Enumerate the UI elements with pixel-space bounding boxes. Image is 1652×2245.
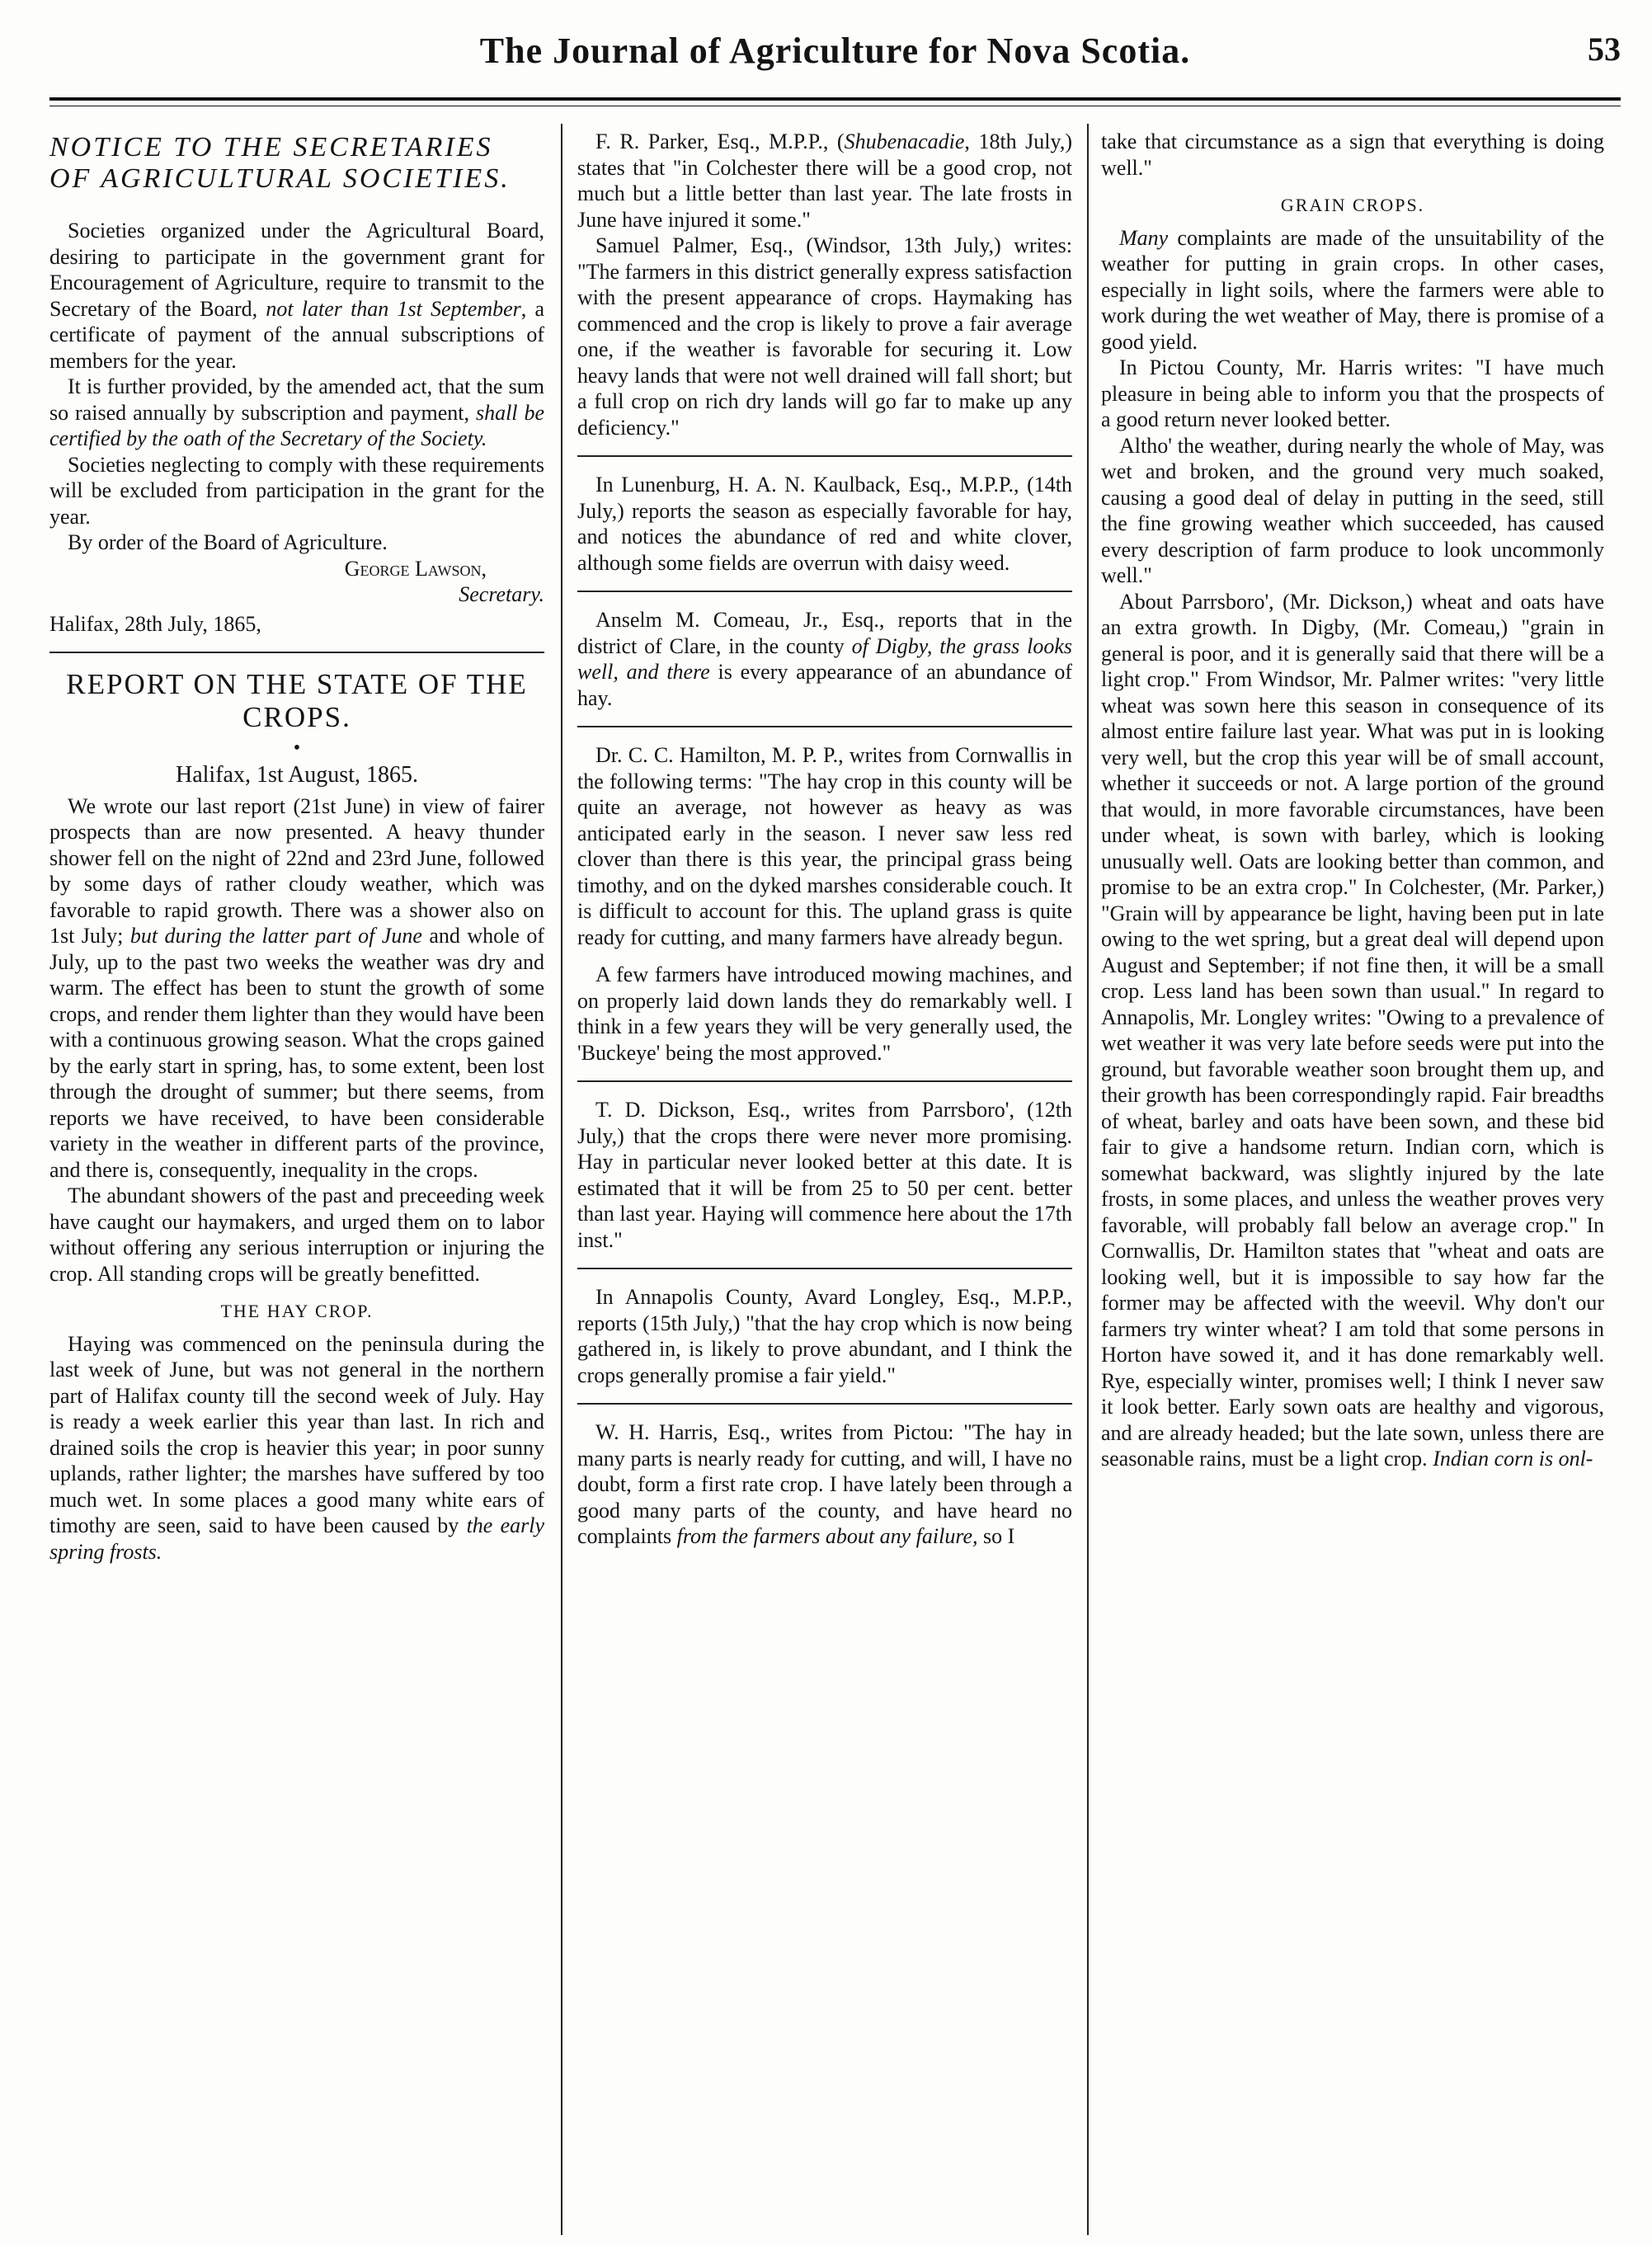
report-paragraph-1: We wrote our last report (21st June) in view of fairer prospects than are now presented. A heavy thunder shower fell on the night of 22nd and 23rd June, followed by some days of rather cloudy weather, which was favorable to rapid growth. There was a shower also on 1st July; but during the latter part of June and whole of July, up to the past two weeks the weather was dry and warm. The effect has been to stunt the growth of some crops, and render them lighter than they would have been with a continuous growing season. What the crops gained by the early start in spring, has, to some extent, been lost through the drought of summer; but there seems, from reports we have received, to have been considerable variety in the weather in different parts of the province, and there is, consequently, inequality in the crops. <box>49 793 544 1182</box>
notice-paragraph-3: Societies neglecting to comply with these requirements will be excluded from participation in the grant for the year. <box>49 452 544 529</box>
signer-name: George Lawson, <box>344 556 487 581</box>
grain-crops-heading: GRAIN CROPS. <box>1280 195 1425 215</box>
column-3 <box>1101 129 1604 2228</box>
running-head <box>49 23 1621 81</box>
harris-paragraph: W. H. Harris, Esq., writes from Pictou: "The hay in many parts is nearly ready for cutting, and will, I have no doubt, form a first rate crop. I have lately been through a good many parts of the county, and have heard no complaints from the farmers about any failure, so I <box>577 1420 1072 1548</box>
parker-paragraph: F. R. Parker, Esq., M.P.P., (Shubenacadie, 18th July,) states that "in Colchester there will be a good crop, not much but a little better than last year. The late frosts in June have injured it some." <box>577 129 1072 232</box>
palmer-paragraph: Samuel Palmer, Esq., (Windsor, 13th July,) writes: "The farmers in this district generally express satisfaction with the present appearance of crops. Haymaking has commenced and the crop is likely to prove a fair average one, if the weather is favorable for securing it. Low heavy lands that were not well drained will fall short; but a full crop on rich dry lands will go far to make up any deficiency." <box>577 233 1072 440</box>
report-dateline: Halifax, 1st August, 1865. <box>176 762 418 788</box>
report-paragraph-2: The abundant showers of the past and preceeding week have caught our haymakers, and urged them on to labor without offering any serious interruption or injuring the crop. All standing crops will be greatly benefitted. <box>49 1184 544 1286</box>
spacer <box>577 950 1072 962</box>
hay-crop-heading: THE HAY CROP. <box>220 1301 374 1321</box>
notice-paragraph-4: By order of the Board of Agriculture. <box>68 530 388 554</box>
notice-paragraph-2: It is further provided, by the amended act, that the sum so raised annually by subscription and payment, shall be certified by the oath of the Secretary of the Society. <box>49 374 544 450</box>
report-heading: REPORT ON THE STATE OF THE CROPS. <box>66 668 528 733</box>
grain-paragraph-2: In Pictou County, Mr. Harris writes: "I have much pleasure in being able to inform you that the prospects of a good return never looked better. <box>1101 355 1604 431</box>
notice-paragraph-1: Societies organized under the Agricultural Board, desiring to participate in the government grant for Encouragement of Agriculture, require to transmit to the Secretary of the Board, not later than 1st September, a certificate of payment of the annual subscriptions of members for the year. <box>49 219 544 373</box>
section-divider <box>49 652 544 653</box>
grain-paragraph-1: Many complaints are made of the unsuitability of the weather for putting in grain crops. In other cases, especially in light soils, where the farmers were able to work during the wet weather of May, there is promise of a good yield. <box>1101 225 1604 354</box>
column2-divider-2 <box>577 591 1072 592</box>
grain-paragraph-4: About Parrsboro', (Mr. Dickson,) wheat and oats have an extra growth. In Digby, (Mr. Comeau,) "grain in general is poor, and it is generally said that there will be a light crop." From Windsor, Mr. Palmer writes: "very little wheat was sown here this season in consequence of its almost entire failure last year. What was put in is looking very well, but the crop this year will be of small account, whether it succeeds or not. A large portion of the ground that would, in more favorable circumstances, have been under wheat, is sown with barley, which is looking unusually well. Oats are looking better than common, and promise to be an extra crop." In Colchester, (Mr. Parker,) "Grain will by appearance be light, having been put in late owing to the wet spring, but a great deal will depend upon August and September; if not fine then, it will be a small crop. Less land has been sown than usual." In regard to Annapolis, Mr. Longley writes: "Owing to a prevalence of wet weather it was very late before seeds were put into the ground, but favorable weather soon brought them up, and their growth has been correspondingly rapid. Fair breadths of wheat, barley and oats have been sown, and these bid fair to give a handsome return. Indian corn, which is somewhat backward, was slightly injured by the late frosts, in some places, and unless the weather proves very favorable, will probably fall below an average crop." In Cornwallis, Dr. Hamilton states that "wheat and oats are looking well, but it is impossible to say how far the former may be affected with the weevil. Why don't our farmers try winter wheat? I am told that some persons in Horton have sowed it, and it has done remarkably well. Rye, especially winter, promises well; I think I never saw it look better. Early sown oats are healthy and vigorous, and are already headed; but the late sown, unless there are seasonable rains, must be a light crop. Indian corn is onl- <box>1101 589 1604 1471</box>
hamilton-paragraph: Dr. C. C. Hamilton, M. P. P., writes from Cornwallis in the following terms: "The hay crop in this county will be quite an average, not however as heavy as was anticipated early in the season. I never saw less red clover than there is this year, the principal grass being timothy, and on the dyked marshes considerable couch. It is difficult to account for this. The upland grass is quite ready for cutting, and many farmers have already begun. <box>577 743 1072 949</box>
grain-paragraph-3: Altho' the weather, during nearly the whole of May, was wet and broken, and the ground very much soaked, causing a good deal of delay in putting in the seed, still the fine growing weather which succeeded, has caused every description of farm produce to look uncommonly well." <box>1101 433 1604 587</box>
heading-bullet: • <box>293 737 301 759</box>
comeau-paragraph: Anselm M. Comeau, Jr., Esq., reports that in the district of Clare, in the county of Digby, the grass looks well, and there is every appearance of an abundance of hay. <box>577 608 1072 710</box>
harris-continuation: take that circumstance as a sign that everything is doing well." <box>1101 129 1604 180</box>
column2-divider-4 <box>577 1080 1072 1082</box>
column-1 <box>49 129 544 2228</box>
column2-divider-3 <box>577 726 1072 727</box>
journal-title: The Journal of Agriculture for Nova Scotia. <box>479 31 1191 71</box>
mowing-paragraph: A few farmers have introduced mowing machines, and on properly laid down lands they do remarkably well. I think in a few years they will be very generally used, the 'Buckeye' being the most approved." <box>577 962 1072 1065</box>
notice-date: Halifax, 28th July, 1865, <box>49 611 261 636</box>
page-number: 53 <box>1588 31 1621 68</box>
notice-heading: NOTICE TO THE SECRETARIES OF AGRICULTURAL SOCIETIES. <box>49 132 511 194</box>
column-rule-2 <box>1087 124 1089 2235</box>
column2-divider-6 <box>577 1403 1072 1405</box>
header-rule-thick <box>49 97 1621 101</box>
column2-divider-5 <box>577 1268 1072 1269</box>
column-rule-1 <box>561 124 562 2235</box>
kaulback-paragraph: In Lunenburg, H. A. N. Kaulback, Esq., M.P.P., (14th July,) reports the season as especially favorable for hay, and notices the abundance of red and white clover, although some fields are overrun with daisy weed. <box>577 473 1072 575</box>
dickson-paragraph: T. D. Dickson, Esq., writes from Parrsboro', (12th July,) that the crops there were never more promising. Hay in particular never looked better at this date. It is estimated that it will be from 25 to 50 per cent. better than last year. Haying will commence here about the 17th inst." <box>577 1098 1072 1252</box>
longley-paragraph: In Annapolis County, Avard Longley, Esq., M.P.P., reports (15th July,) "that the hay crop which is now being gathered in, is likely to prove abundant, and I think the crops generally promise a fair yield." <box>577 1285 1072 1387</box>
column2-divider-1 <box>577 455 1072 457</box>
column-2 <box>577 129 1072 2228</box>
signer-title: Secretary. <box>459 582 544 606</box>
hay-paragraph: Haying was commenced on the peninsula during the last week of June, but was not general in the northern part of Halifax county till the second week of July. Hay is ready a week earlier this year than last. In rich and drained soils the crop is heavier this year; in poor sunny uplands, rather lighter; the marshes have suffered by too much wet. In some places a good many white ears of timothy are seen, said to have been caused by the early spring frosts. <box>49 1331 544 1564</box>
